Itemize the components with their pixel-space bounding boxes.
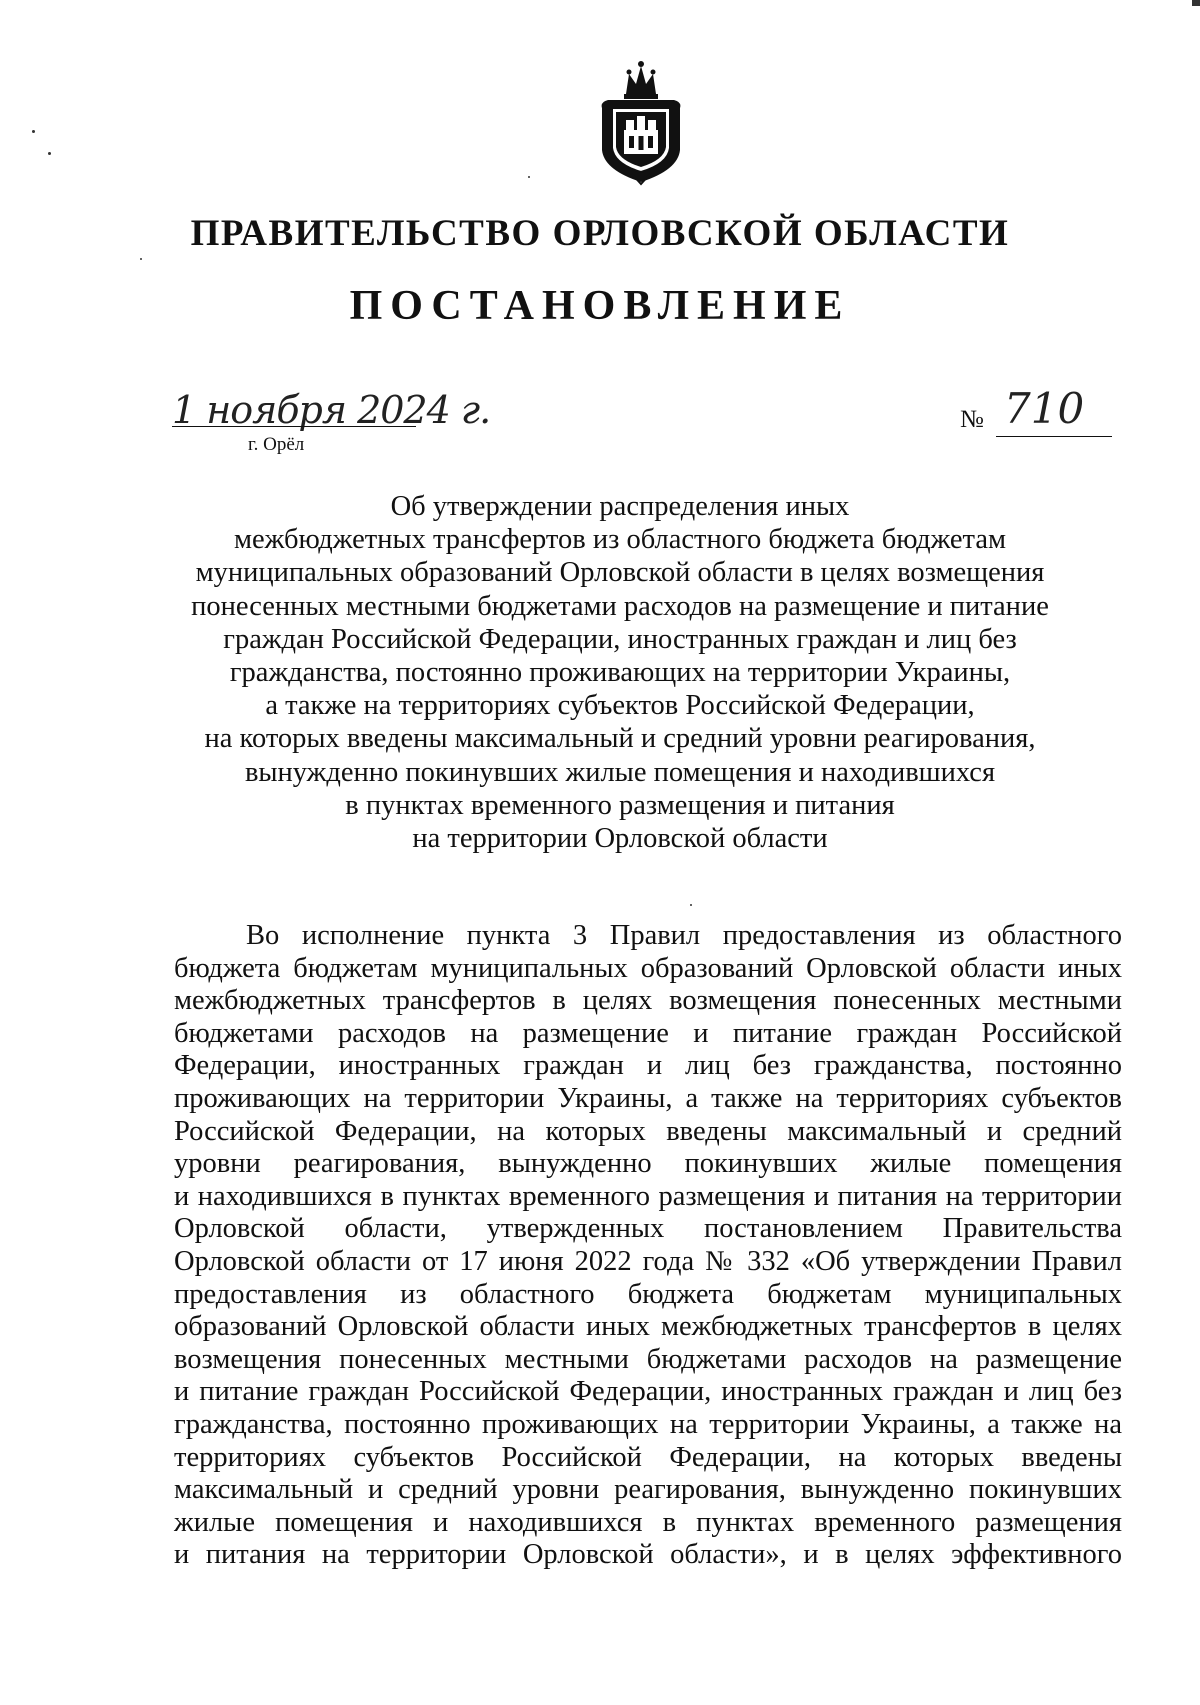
- subject-line: а также на территориях субъектов Российской Федерации,: [265, 690, 975, 722]
- handwritten-date: 1 ноября 2024 г.: [172, 388, 491, 432]
- document-subject: [170, 490, 1070, 855]
- subject-line: гражданства, постоянно проживающих на территории Украины,: [229, 657, 1011, 689]
- subject-line: понесенных местными бюджетами расходов на размещение и питание: [191, 590, 1049, 622]
- body-line: межбюджетных трансфертов в целях возмещения понесенных местными: [174, 985, 1122, 1017]
- body-line: территориях субъектов Российской Федерации, на которых введены: [174, 1441, 1122, 1473]
- subject-line: вынужденно покинувших жилые помещения и находившихся: [244, 756, 996, 788]
- organization-title: ПРАВИТЕЛЬСТВО ОРЛОВСКОЙ ОБЛАСТИ: [190, 213, 1010, 254]
- scan-speck: [690, 904, 692, 906]
- subject-line: на которых введены максимальный и средний уровни реагирования,: [204, 723, 1036, 755]
- subject-line: Об утверждении распределения иных: [390, 491, 850, 522]
- body-line: возмещения понесенных местными бюджетами расходов на размещение: [174, 1343, 1122, 1375]
- subject-line: в пунктах временного размещения и питания: [345, 789, 895, 821]
- body-line: Орловской области от 17 июня 2022 года № 332 «Об утверждении Правил: [174, 1245, 1122, 1277]
- number-underline: [996, 436, 1112, 437]
- date-underline: [172, 426, 416, 427]
- body-line: гражданства, постоянно проживающих на территории Украины, а также на: [174, 1408, 1122, 1440]
- scan-speck: [32, 130, 35, 133]
- city-label: г. Орёл: [248, 434, 305, 455]
- scan-speck: [1192, 0, 1200, 6]
- body-line: уровни реагирования, вынужденно покинувших жилые помещения: [174, 1148, 1122, 1180]
- subject-line: муниципальных образований Орловской области в целях возмещения: [195, 557, 1045, 589]
- body-line: Российской Федерации, на которых введены максимальный и средний: [174, 1115, 1122, 1147]
- document-type-title: ПОСТАНОВЛЕНИЕ: [349, 283, 851, 329]
- body-line: Орловской области, утвержденных постановлением Правительства: [174, 1213, 1122, 1245]
- subject-line: граждан Российской Федерации, иностранных граждан и лиц без: [223, 623, 1017, 655]
- body-line: и находившихся в пунктах временного размещения и питания на территории: [174, 1180, 1122, 1212]
- scan-speck: [528, 176, 530, 178]
- body-line: бюджетами расходов на размещение и питание граждан Российской: [174, 1017, 1122, 1049]
- body-line: жилые помещения и находившихся в пунктах временного размещения: [174, 1506, 1122, 1538]
- body-line: и питания на территории Орловской области», и в целях эффективного: [174, 1539, 1122, 1571]
- body-line: Во исполнение пункта 3 Правил предоставления из областного: [246, 920, 1122, 951]
- body-line: предоставления из областного бюджета бюджетам муниципальных: [174, 1278, 1122, 1310]
- handwritten-number: 710: [1004, 384, 1085, 433]
- body-line: образований Орловской области иных межбюджетных трансфертов в целях: [174, 1311, 1122, 1343]
- coat-of-arms-icon: [596, 58, 686, 186]
- body-line: и питание граждан Российской Федерации, иностранных граждан и лиц без: [174, 1376, 1122, 1408]
- document-body: [174, 920, 1122, 1572]
- subject-line: на территории Орловской области: [412, 823, 828, 855]
- scan-speck: [140, 258, 142, 260]
- body-line: максимальный и средний уровни реагирования, вынужденно покинувших: [174, 1474, 1122, 1506]
- body-line: бюджета бюджетам муниципальных образований Орловской области иных: [174, 952, 1122, 984]
- body-line: Федерации, иностранных граждан и лиц без гражданства, постоянно: [174, 1050, 1122, 1082]
- scan-speck: [48, 152, 51, 155]
- number-label: №: [960, 406, 984, 433]
- subject-line: межбюджетных трансфертов из областного бюджета бюджетам: [233, 524, 1007, 556]
- body-line: проживающих на территории Украины, а также на территориях субъектов: [174, 1082, 1122, 1114]
